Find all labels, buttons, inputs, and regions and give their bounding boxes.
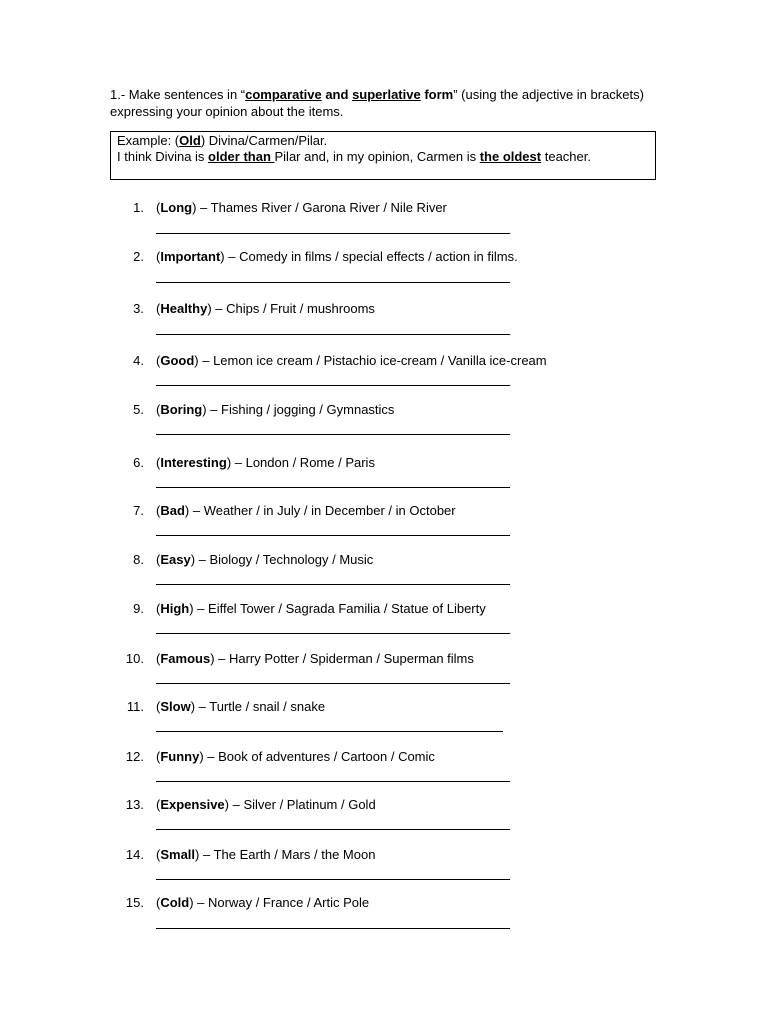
item-text <box>156 651 474 667</box>
item-number: 15. <box>125 895 144 910</box>
item-text <box>156 301 375 317</box>
item-number: 4. <box>133 353 144 368</box>
item-options: ) – Lemon ice cream / Pistachio ice-cream / Vanilla ice-cream <box>194 353 547 368</box>
item-options: ) – Thames River / Garona River / Nile River <box>192 200 447 215</box>
item-open-bracket: ( <box>156 249 161 264</box>
item-number: 13. <box>125 797 144 812</box>
item-adjective: Famous <box>160 651 211 666</box>
item-open-bracket: ( <box>156 353 161 368</box>
item-number: 8. <box>133 552 144 567</box>
item-adjective: Funny <box>160 749 200 764</box>
item-number: 9. <box>133 601 144 616</box>
item-text <box>156 601 486 617</box>
keyword-and: and <box>321 87 353 102</box>
item-text <box>156 749 435 765</box>
item-options: ) – London / Rome / Paris <box>226 455 375 470</box>
answer-line[interactable] <box>156 683 510 684</box>
item-options: ) – Eiffel Tower / Sagrada Familia / Statue of Liberty <box>189 601 486 616</box>
item-number: 1. <box>133 200 144 215</box>
item-open-bracket: ( <box>156 749 161 764</box>
instruction-line-2: expressing your opinion about the items. <box>110 104 344 119</box>
item-open-bracket: ( <box>156 847 161 862</box>
instruction-prefix: 1.- Make sentences in “ <box>110 87 246 102</box>
item-open-bracket: ( <box>156 699 161 714</box>
item-adjective: Cold <box>160 895 190 910</box>
item-number: 10. <box>125 651 144 666</box>
item-text <box>156 402 394 418</box>
item-number: 7. <box>133 503 144 518</box>
item-text <box>156 455 375 471</box>
answer-line[interactable] <box>156 334 510 335</box>
item-text <box>156 249 518 265</box>
item-adjective: Boring <box>160 402 203 417</box>
answer-line[interactable] <box>156 879 510 880</box>
example-box <box>110 131 656 180</box>
item-options: ) – Book of adventures / Cartoon / Comic <box>199 749 435 764</box>
example-prefix: Example: ( <box>117 133 180 148</box>
item-text <box>156 699 325 715</box>
item-open-bracket: ( <box>156 651 161 666</box>
item-adjective: Good <box>160 353 195 368</box>
item-open-bracket: ( <box>156 552 161 567</box>
item-adjective: Small <box>160 847 196 862</box>
item-adjective: Long <box>160 200 193 215</box>
item-open-bracket: ( <box>156 601 161 616</box>
item-number: 14. <box>125 847 144 862</box>
item-number: 11. <box>126 699 144 714</box>
item-options: ) – Harry Potter / Spiderman / Superman films <box>210 651 474 666</box>
keyword-superlative: superlative <box>352 87 421 102</box>
answer-line[interactable] <box>156 487 510 488</box>
item-options: ) – Turtle / snail / snake <box>190 699 326 714</box>
answer-line[interactable] <box>156 385 510 386</box>
item-options: ) – Norway / France / Artic Pole <box>189 895 370 910</box>
example-superlative: the oldest <box>479 149 542 164</box>
example-adjective: Old <box>179 133 201 148</box>
item-open-bracket: ( <box>156 503 161 518</box>
item-text <box>156 895 369 911</box>
example-line-1 <box>117 133 649 149</box>
item-number: 5. <box>133 402 144 417</box>
answer-line[interactable] <box>156 633 510 634</box>
example-sentence-start: I think Divina is <box>117 149 209 164</box>
answer-line[interactable] <box>156 434 510 435</box>
item-text <box>156 797 376 813</box>
item-adjective: Interesting <box>160 455 227 470</box>
example-sentence-middle: Pilar and, in my opinion, Carmen is <box>274 149 480 164</box>
item-open-bracket: ( <box>156 200 161 215</box>
item-text <box>156 552 373 568</box>
item-adjective: Bad <box>160 503 185 518</box>
item-options: ) – The Earth / Mars / the Moon <box>195 847 376 862</box>
item-options: ) – Biology / Technology / Music <box>190 552 374 567</box>
item-adjective: Easy <box>160 552 191 567</box>
item-open-bracket: ( <box>156 797 161 812</box>
item-number: 12. <box>125 749 144 764</box>
item-number: 6. <box>133 455 144 470</box>
item-options: ) – Chips / Fruit / mushrooms <box>207 301 375 316</box>
item-text <box>156 200 447 216</box>
item-options: ) – Fishing / jogging / Gymnastics <box>202 402 395 417</box>
item-adjective: Healthy <box>160 301 208 316</box>
item-text <box>156 353 547 369</box>
item-adjective: Important <box>160 249 221 264</box>
item-options: ) – Silver / Platinum / Gold <box>224 797 376 812</box>
instruction-text <box>110 86 670 120</box>
example-comparative: older than <box>208 149 275 164</box>
answer-line[interactable] <box>156 282 510 283</box>
keyword-comparative: comparative <box>245 87 322 102</box>
item-adjective: Expensive <box>160 797 225 812</box>
answer-line[interactable] <box>156 928 510 929</box>
item-open-bracket: ( <box>156 455 161 470</box>
answer-line[interactable] <box>156 233 510 234</box>
item-text <box>156 847 375 863</box>
answer-line[interactable] <box>156 731 503 732</box>
answer-line[interactable] <box>156 535 510 536</box>
item-options: ) – Weather / in July / in December / in October <box>184 503 456 518</box>
answer-line[interactable] <box>156 584 510 585</box>
item-adjective: Slow <box>160 699 191 714</box>
item-open-bracket: ( <box>156 301 161 316</box>
example-line-2 <box>117 149 649 165</box>
answer-line[interactable] <box>156 781 510 782</box>
example-items: ) Divina/Carmen/Pilar. <box>200 133 328 148</box>
item-options: ) – Comedy in films / special effects / action in films. <box>220 249 518 264</box>
example-sentence-end: teacher. <box>541 149 591 164</box>
item-adjective: High <box>160 601 190 616</box>
instruction-suffix: ” (using the adjective in brackets) <box>453 87 644 102</box>
item-number: 3. <box>133 301 144 316</box>
item-text <box>156 503 456 519</box>
item-number: 2. <box>133 249 144 264</box>
item-open-bracket: ( <box>156 895 161 910</box>
keyword-form: form <box>420 87 454 102</box>
item-open-bracket: ( <box>156 402 161 417</box>
instruction-line-1 <box>110 86 670 103</box>
answer-line[interactable] <box>156 829 510 830</box>
